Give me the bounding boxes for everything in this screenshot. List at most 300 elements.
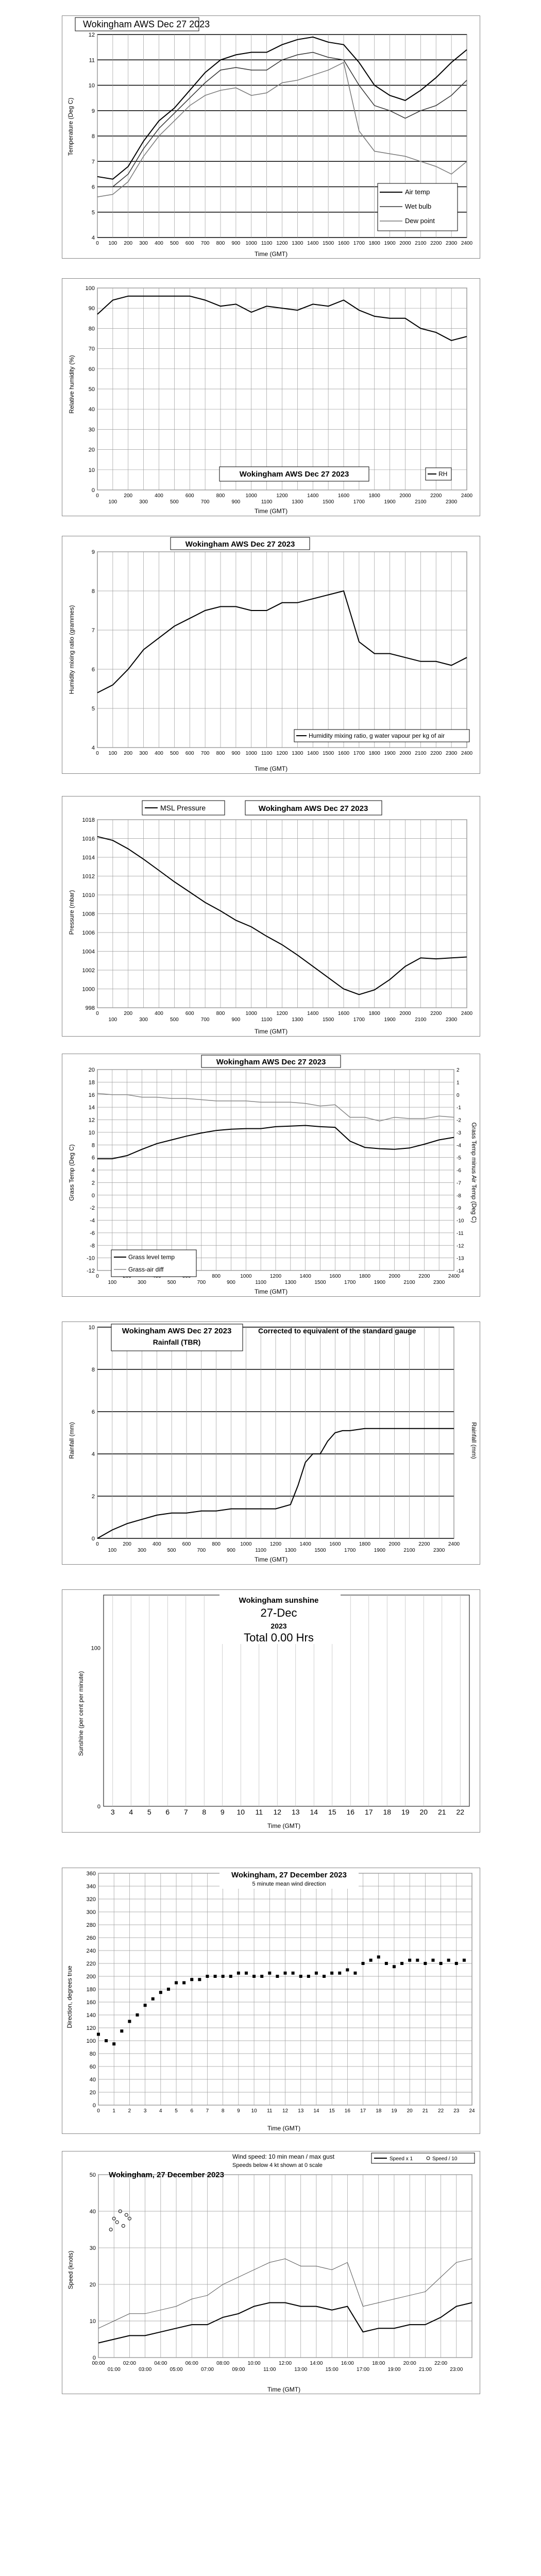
direction-point: [431, 1959, 434, 1962]
x-tick-label: 2000: [399, 241, 411, 246]
y-axis-label: Grass Temp (Deg C): [68, 1144, 75, 1201]
x-tick-label: 1800: [359, 1541, 371, 1547]
y-tick-label: 10: [88, 1129, 95, 1136]
x-tick-label: 1600: [337, 241, 350, 246]
y-tick-label: 998: [85, 1005, 95, 1011]
x-tick-label: 0: [96, 493, 99, 499]
x-tick-label: 2100: [403, 1548, 415, 1553]
x-tick-label: 1000: [245, 1011, 257, 1016]
x-tick-label: 13:00: [294, 2367, 308, 2372]
y-tick-label: 30: [89, 2245, 96, 2251]
direction-point: [182, 1981, 185, 1985]
direction-point: [128, 2020, 131, 2023]
y-tick-label: 30: [88, 427, 95, 433]
x-axis-label: Time (GMT): [267, 1822, 301, 1829]
x-tick-label: 1500: [323, 499, 334, 505]
x-tick-label: 1600: [337, 493, 350, 499]
direction-point: [353, 1972, 357, 1975]
y-axis-label: Direction, degrees true: [66, 1965, 73, 2028]
y-tick-label: 8: [91, 1367, 95, 1373]
y-tick-label: 40: [89, 2077, 96, 2083]
legend-label: Humidity mixing ratio, g water vapour per kg of air: [309, 732, 445, 739]
y-tick-label: 11: [89, 57, 95, 64]
x-tick-label: 500: [170, 499, 179, 505]
x-tick-label: 2400: [448, 1274, 460, 1279]
x-tick-label: 100: [108, 1548, 117, 1553]
x-tick-label: 1700: [353, 1017, 365, 1023]
direction-point: [439, 1962, 443, 1965]
y2-tick-label: -1: [457, 1105, 461, 1111]
x-tick-label: 22: [438, 2108, 444, 2114]
chart-year: 2023: [270, 1622, 287, 1630]
y-tick-label: 100: [85, 285, 95, 292]
y2-tick-label: -8: [457, 1193, 461, 1199]
x-tick-label: 18: [383, 1808, 392, 1816]
x-tick-label: 21:00: [418, 2367, 432, 2372]
x-tick-label: 2100: [415, 1017, 427, 1023]
y-tick-label: 120: [86, 2025, 96, 2031]
y-tick-label: 10: [88, 1325, 95, 1331]
y-tick-label: 1014: [82, 855, 95, 861]
x-axis-label: Time (GMT): [254, 1028, 288, 1035]
direction-point: [393, 1965, 396, 1968]
y-tick-label: 80: [89, 2051, 96, 2057]
x-tick-label: 1300: [292, 499, 303, 505]
y-tick-label: 5: [91, 706, 95, 712]
mixing-ratio-chart: [62, 536, 480, 773]
direction-point: [315, 1972, 318, 1975]
x-tick-label: 100: [108, 499, 117, 505]
y-tick-label: 140: [86, 2012, 96, 2019]
x-tick-label: 1400: [307, 241, 319, 246]
direction-point: [284, 1972, 287, 1975]
y-tick-label: 20: [89, 2282, 96, 2288]
chart-subtitle: 5 minute mean wind direction: [252, 1881, 326, 1887]
x-tick-label: 2200: [418, 1274, 430, 1279]
y2-tick-label: -4: [457, 1143, 461, 1149]
x-tick-label: 16: [344, 2108, 350, 2114]
x-axis-label: Time (GMT): [267, 2125, 301, 2132]
chart-date: 27-Dec: [260, 1606, 297, 1619]
rainfall-chart: [62, 1322, 480, 1564]
chart-title: Wokingham, 27 December 2023: [231, 1871, 347, 1879]
y-tick-label: -2: [90, 1205, 95, 1212]
y-tick-label: 100: [91, 1645, 100, 1652]
direction-point: [323, 1975, 326, 1978]
x-tick-label: 0: [96, 751, 99, 756]
legend-label: Grass level temp: [128, 1253, 175, 1261]
direction-point: [136, 2013, 139, 2016]
x-tick-label: 15:00: [325, 2367, 339, 2372]
direction-point: [105, 2039, 108, 2042]
y-tick-label: 1004: [82, 948, 95, 955]
x-tick-label: 1500: [323, 241, 334, 246]
x-tick-label: 18: [376, 2108, 382, 2114]
x-axis-label: Time (GMT): [267, 2386, 301, 2393]
x-tick-label: 1700: [353, 241, 365, 246]
x-tick-label: 14: [313, 2108, 319, 2114]
y-tick-label: 7: [91, 628, 95, 634]
x-tick-label: 1200: [276, 493, 288, 499]
y2-tick-label: -10: [457, 1218, 464, 1224]
x-tick-label: 02:00: [123, 2361, 136, 2366]
y-tick-label: -4: [90, 1217, 95, 1224]
x-tick-label: 300: [139, 1017, 148, 1023]
y-tick-label: 2: [91, 1180, 95, 1187]
speed-note: Wind speed: 10 min mean / max gust: [232, 2153, 335, 2160]
direction-point: [424, 1962, 427, 1965]
legend: [378, 183, 458, 231]
x-tick-label: 2: [128, 2108, 131, 2114]
y2-tick-label: 2: [457, 1067, 460, 1073]
correction-note: Corrected to equivalent of the standard gauge: [258, 1327, 416, 1335]
y2-tick-label: -5: [457, 1155, 461, 1161]
x-tick-label: 1200: [276, 241, 288, 246]
x-tick-label: 01:00: [107, 2367, 121, 2372]
sunshine-chart-panel: [62, 1589, 480, 1833]
x-tick-label: 0: [96, 241, 99, 246]
x-tick-label: 1100: [255, 1548, 266, 1553]
x-tick-label: 2100: [415, 751, 427, 756]
x-tick-label: 200: [124, 241, 133, 246]
y-tick-label: 360: [86, 1871, 96, 1877]
x-tick-label: 600: [185, 751, 194, 756]
legend-label: Dew point: [405, 217, 435, 225]
x-tick-label: 05:00: [170, 2367, 183, 2372]
x-tick-label: 6: [190, 2108, 194, 2114]
legend-label: RH: [438, 470, 448, 478]
x-tick-label: 2400: [461, 241, 473, 246]
x-tick-label: 22:00: [434, 2361, 448, 2366]
direction-point: [338, 1972, 341, 1975]
y2-tick-label: -11: [457, 1230, 464, 1236]
x-tick-label: 1400: [299, 1541, 311, 1547]
wind-speed-chart: [62, 2151, 480, 2394]
direction-point: [369, 1959, 373, 1962]
x-tick-label: 10:00: [247, 2361, 261, 2366]
chart-title: Wokingham sunshine: [239, 1596, 319, 1605]
x-tick-label: 1100: [261, 241, 273, 246]
direction-point: [237, 1972, 240, 1975]
direction-point: [400, 1962, 403, 1965]
x-tick-label: 1600: [337, 751, 350, 756]
y-tick-label: 1012: [82, 873, 95, 880]
y-tick-label: 1002: [82, 968, 95, 974]
x-tick-label: 14: [310, 1808, 318, 1816]
x-tick-label: 500: [170, 751, 179, 756]
x-tick-label: 13: [291, 1808, 300, 1816]
x-tick-label: 900: [231, 499, 241, 505]
x-tick-label: 12:00: [278, 2361, 292, 2366]
x-tick-label: 1100: [255, 1280, 266, 1285]
x-tick-label: 11: [267, 2108, 273, 2114]
direction-point: [377, 1956, 380, 1959]
y2-tick-label: 0: [457, 1092, 460, 1098]
x-tick-label: 04:00: [154, 2361, 167, 2366]
y-tick-label: -12: [87, 1268, 95, 1274]
x-tick-label: 07:00: [200, 2367, 214, 2372]
x-tick-label: 16: [346, 1808, 355, 1816]
grid: [97, 552, 467, 748]
x-tick-label: 06:00: [185, 2361, 198, 2366]
x-tick-label: 5: [147, 1808, 151, 1816]
x-tick-label: 1000: [245, 751, 257, 756]
x-tick-label: 18:00: [372, 2361, 385, 2366]
x-tick-label: 600: [185, 493, 194, 499]
x-tick-label: 1000: [245, 493, 257, 499]
x-tick-label: 700: [200, 499, 210, 505]
x-tick-label: 1100: [261, 499, 273, 505]
x-tick-label: 900: [227, 1280, 235, 1285]
y-tick-label: 4: [91, 235, 95, 241]
direction-point: [214, 1975, 217, 1978]
y-tick-label: 10: [88, 82, 95, 89]
x-tick-label: 2400: [461, 493, 473, 499]
x-tick-label: 1300: [292, 241, 303, 246]
y-tick-label: 0: [91, 1536, 95, 1542]
direction-point: [151, 1997, 155, 2001]
direction-point: [159, 1991, 162, 1994]
y-tick-label: 220: [86, 1961, 96, 1967]
chart-title: Wokingham, 27 December 2023: [109, 2171, 224, 2179]
y-tick-label: 16: [88, 1092, 95, 1098]
direction-point: [252, 1975, 256, 1978]
x-tick-label: 1900: [374, 1548, 385, 1553]
x-tick-label: 100: [108, 1017, 117, 1023]
x-tick-label: 23:00: [450, 2367, 463, 2372]
x-tick-label: 19: [391, 2108, 397, 2114]
y-tick-label: 1016: [82, 836, 95, 842]
x-tick-label: 2400: [461, 1011, 473, 1016]
y-tick-label: 4: [91, 1451, 95, 1458]
x-tick-label: 700: [200, 751, 210, 756]
x-tick-label: 100: [108, 241, 117, 246]
grid: [97, 288, 467, 490]
direction-point: [455, 1962, 458, 1965]
x-axis-label: Time (GMT): [254, 507, 288, 515]
x-tick-label: 10: [236, 1808, 245, 1816]
x-tick-label: 700: [200, 1017, 210, 1023]
x-tick-label: 400: [155, 1011, 163, 1016]
legend-label: Air temp: [405, 188, 430, 196]
x-tick-label: 1600: [329, 1274, 341, 1279]
y-tick-label: 8: [91, 588, 95, 595]
x-tick-label: 800: [212, 1541, 221, 1547]
y-tick-label: 5: [91, 209, 95, 216]
chart-subtitle: Rainfall (TBR): [153, 1338, 201, 1346]
x-tick-label: 14:00: [310, 2361, 323, 2366]
x-tick-label: 2100: [403, 1280, 415, 1285]
x-tick-label: 700: [200, 241, 210, 246]
x-tick-label: 1900: [384, 751, 396, 756]
x-tick-label: 13: [298, 2108, 304, 2114]
x-tick-label: 8: [221, 2108, 225, 2114]
x-tick-label: 19:00: [387, 2367, 401, 2372]
direction-point: [222, 1975, 225, 1978]
x-tick-label: 2200: [430, 493, 442, 499]
x-tick-label: 2000: [399, 751, 411, 756]
direction-point: [330, 1972, 333, 1975]
x-axis-label: Time (GMT): [254, 765, 288, 772]
y-axis-label: Temperature (Deg C): [67, 97, 74, 156]
y-tick-label: 70: [88, 346, 95, 352]
y2-tick-label: 1: [457, 1080, 460, 1086]
x-tick-label: 300: [139, 499, 148, 505]
x-tick-label: 17:00: [357, 2367, 370, 2372]
chart-title: Wokingham AWS Dec 27 2023: [258, 804, 368, 813]
x-tick-label: 1400: [299, 1274, 311, 1279]
x-tick-label: 0: [96, 1011, 99, 1016]
x-tick-label: 800: [216, 241, 225, 246]
y-tick-label: 50: [88, 386, 95, 393]
x-tick-label: 400: [155, 241, 163, 246]
x-tick-label: 600: [182, 1541, 191, 1547]
pressure-chart: [62, 796, 480, 1036]
x-axis-label: Time (GMT): [254, 250, 288, 258]
y-tick-label: 8: [91, 1142, 95, 1149]
y-axis-label: Humidity mixing ratio (grammes): [68, 605, 75, 694]
x-tick-label: 2300: [433, 1548, 445, 1553]
y-tick-label: -8: [90, 1243, 95, 1249]
y-tick-label: 200: [86, 1974, 96, 1980]
x-tick-label: 500: [167, 1548, 176, 1553]
x-tick-label: 16:00: [341, 2361, 354, 2366]
direction-point: [463, 1959, 466, 1962]
humidity-chart: [62, 279, 480, 516]
x-tick-label: 3: [143, 2108, 147, 2114]
x-tick-label: 600: [185, 1011, 194, 1016]
y-tick-label: 7: [91, 159, 95, 165]
x-tick-label: 0: [96, 1541, 99, 1547]
direction-point: [268, 1972, 271, 1975]
y2-axis-label: Grass Temp minus Air Temp (Deg C): [470, 1122, 478, 1223]
x-tick-label: 7: [183, 1808, 188, 1816]
mixing-ratio-chart-panel: [62, 536, 480, 774]
legend-label: Grass-air diff: [128, 1266, 164, 1273]
x-tick-label: 800: [216, 751, 225, 756]
x-tick-label: 1000: [240, 1541, 252, 1547]
y-tick-label: 300: [86, 1909, 96, 1916]
grid: [98, 2175, 472, 2358]
x-tick-label: 100: [108, 1280, 117, 1285]
x-tick-label: 1300: [284, 1548, 296, 1553]
x-tick-label: 1600: [337, 1011, 350, 1016]
x-tick-label: 1700: [344, 1548, 356, 1553]
y-tick-label: 9: [91, 108, 95, 114]
x-tick-label: 900: [231, 751, 241, 756]
x-tick-label: 600: [185, 241, 194, 246]
y-tick-label: 6: [91, 1155, 95, 1161]
x-tick-label: 200: [124, 493, 133, 499]
x-tick-label: 1800: [359, 1274, 371, 1279]
x-tick-label: 15: [329, 2108, 335, 2114]
x-tick-label: 1800: [368, 751, 380, 756]
grass-temp-chart-panel: [62, 1054, 480, 1297]
wind-direction-chart-panel: [62, 1868, 480, 2134]
x-tick-label: 09:00: [232, 2367, 245, 2372]
x-tick-label: 24: [469, 2108, 475, 2114]
grid: [97, 1070, 454, 1270]
direction-point: [408, 1959, 411, 1962]
x-tick-label: 500: [170, 241, 179, 246]
x-tick-label: 500: [167, 1280, 176, 1285]
y-tick-label: 20: [88, 447, 95, 453]
x-tick-label: 1900: [384, 241, 396, 246]
y2-tick-label: -12: [457, 1243, 464, 1249]
y2-tick-label: -9: [457, 1206, 461, 1212]
direction-point: [229, 1975, 232, 1978]
y-tick-label: 18: [88, 1079, 95, 1086]
chart-title: Wokingham AWS Dec 27 2023: [239, 470, 349, 479]
x-tick-label: 4: [159, 2108, 162, 2114]
y-tick-label: 9: [91, 549, 95, 555]
y-tick-label: 1010: [82, 892, 95, 899]
x-tick-label: 2400: [461, 751, 473, 756]
y-tick-label: -6: [90, 1230, 95, 1236]
x-tick-label: 800: [216, 493, 225, 499]
grid: [97, 1327, 454, 1538]
y-tick-label: 12: [88, 1117, 95, 1124]
x-tick-label: 400: [155, 493, 163, 499]
x-tick-label: 2300: [446, 1017, 458, 1023]
x-tick-label: 12: [282, 2108, 289, 2114]
x-tick-label: 1900: [374, 1280, 385, 1285]
x-tick-label: 900: [231, 1017, 241, 1023]
x-tick-label: 2300: [433, 1280, 445, 1285]
x-tick-label: 4: [129, 1808, 133, 1816]
x-tick-label: 200: [124, 1011, 133, 1016]
y-axis-label: Pressure (mbar): [68, 890, 75, 935]
y2-tick-label: -13: [457, 1256, 464, 1262]
x-tick-label: 1200: [276, 1011, 288, 1016]
direction-point: [292, 1972, 295, 1975]
y-tick-label: 90: [88, 306, 95, 312]
x-tick-label: 1000: [240, 1274, 252, 1279]
x-tick-label: 1300: [292, 1017, 303, 1023]
direction-point: [175, 1981, 178, 1985]
y-tick-label: 40: [89, 2209, 96, 2215]
y-tick-label: 60: [88, 366, 95, 372]
humidity-chart-panel: [62, 278, 480, 516]
y-tick-label: -10: [87, 1255, 95, 1262]
chart-title: Wokingham AWS Dec 27 2023: [216, 1058, 326, 1066]
sunshine-chart: [62, 1590, 480, 1832]
y-tick-label: 12: [88, 32, 95, 38]
y-tick-label: 8: [91, 133, 95, 140]
x-tick-label: 1600: [329, 1541, 341, 1547]
rainfall-chart-panel: [62, 1321, 480, 1565]
x-tick-label: 1200: [276, 751, 288, 756]
x-tick-label: 1400: [307, 1011, 319, 1016]
x-tick-label: 300: [139, 241, 148, 246]
x-tick-label: 17: [364, 1808, 373, 1816]
x-tick-label: 08:00: [216, 2361, 230, 2366]
sunshine-total: Total 0.00 Hrs: [244, 1631, 314, 1644]
wind-speed-chart-panel: [62, 2151, 480, 2394]
x-tick-label: 800: [212, 1274, 221, 1279]
direction-point: [190, 1978, 193, 1981]
x-tick-label: 300: [138, 1548, 146, 1553]
x-tick-label: 900: [227, 1548, 235, 1553]
x-tick-label: 100: [108, 751, 117, 756]
legend-label: Wet bulb: [405, 202, 432, 210]
x-tick-label: 700: [197, 1280, 206, 1285]
x-tick-label: 9: [237, 2108, 240, 2114]
x-tick-label: 6: [165, 1808, 170, 1816]
legend-label: Speed x 1: [390, 2156, 413, 2162]
y-tick-label: 1008: [82, 911, 95, 918]
y-tick-label: 1000: [82, 986, 95, 993]
